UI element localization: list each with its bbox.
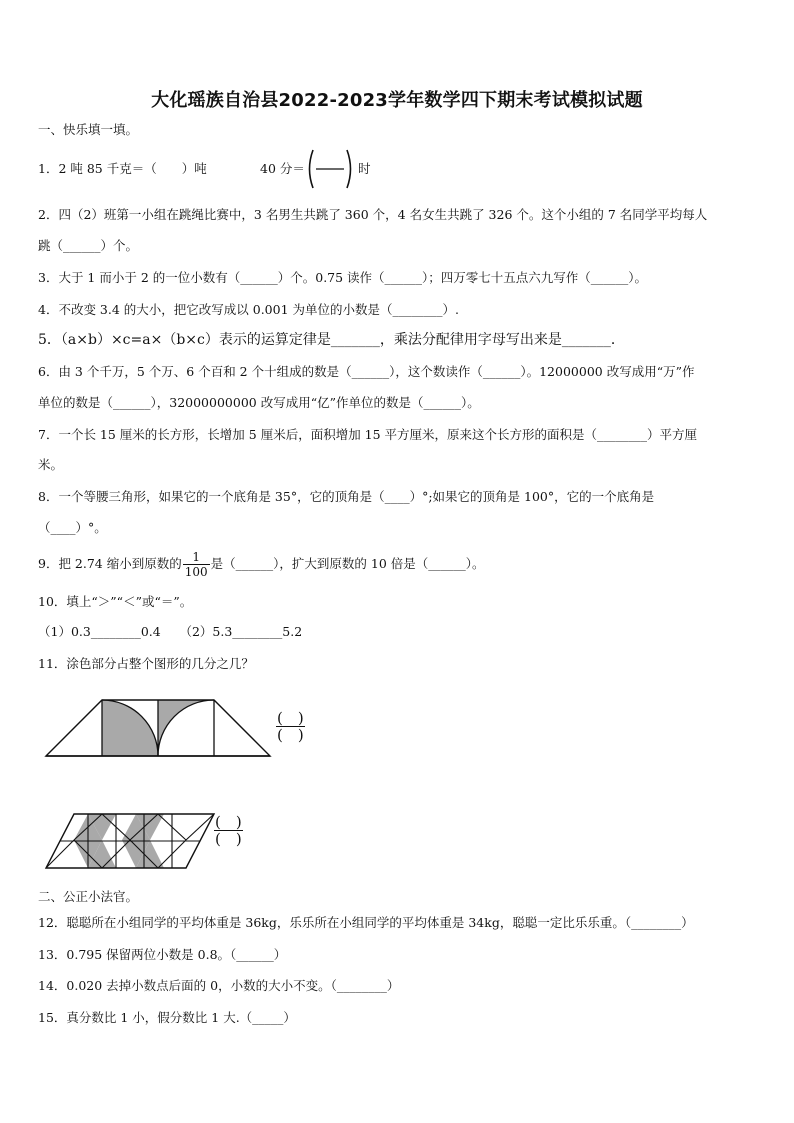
question-15: 15．真分数比 1 小，假分数比 1 大.（_____） xyxy=(38,1010,296,1025)
q9-fraction-denominator: 100 xyxy=(184,565,208,579)
q1-number: 1． xyxy=(38,161,59,176)
question-7-line-2: 米。 xyxy=(38,457,64,472)
question-11: 11．涂色部分占整个图形的几分之几？ xyxy=(38,656,254,671)
question-7-line-1: 7．一个长 15 厘米的长方形，长增加 5 厘米后，面积增加 15 平方厘米，原来这个长方形的面积是（________）平方厘 xyxy=(38,427,698,442)
q9-fraction-numerator: 1 xyxy=(183,550,210,565)
trapezoid-figure xyxy=(40,698,280,762)
fig2-answer-denominator: ( ) xyxy=(215,830,242,848)
question-10-line-1: 10．填上“＞”“＜”或“＝”。 xyxy=(38,594,193,609)
section-heading-1: 一、快乐填一填。 xyxy=(38,122,139,137)
question-8-line-1: 8．一个等腰三角形，如果它的一个底角是 35°，它的顶角是（____）°;如果它的顶角是 100°，它的一个底角是 xyxy=(38,489,655,504)
q9-prefix: 9．把 2.74 缩小到原数的 xyxy=(38,556,182,571)
question-6-line-1: 6．由 3 个千万，5 个万、6 个百和 2 个十组成的数是（______），这个数读作（______）。12000000 改写成用“万”作 xyxy=(38,364,695,379)
parallelogram-figure xyxy=(40,810,220,874)
question-13: 13．0.795 保留两位小数是 0.8。（______） xyxy=(38,947,287,962)
page-title: 大化瑶族自治县2022-2023学年数学四下期末考试模拟试题 xyxy=(151,90,643,111)
q1-part-a: 2 吨 85 千克＝（ ）吨 xyxy=(58,161,207,176)
question-6-line-2: 单位的数是（______），32000000000 改写成用“亿”作单位的数是（______）。 xyxy=(38,395,480,410)
q1-part-b-prefix: 40 分＝ xyxy=(260,161,305,176)
section-heading-2: 二、公正小法官。 xyxy=(38,889,139,904)
q1-part-b-suffix: 时 xyxy=(358,161,371,176)
fig1-answer-fraction[interactable] xyxy=(276,710,305,743)
fig1-answer-denominator: ( ) xyxy=(277,726,304,744)
q1-fraction-blank[interactable] xyxy=(305,148,355,190)
question-8-line-2: （____）°。 xyxy=(38,520,107,535)
question-9 xyxy=(38,548,760,580)
q9-suffix: 是（______），扩大到原数的 10 倍是（______）。 xyxy=(210,556,485,571)
fig2-answer-fraction[interactable] xyxy=(214,814,243,847)
question-2-line-2: 跳（______）个。 xyxy=(38,238,139,253)
question-3: 3．大于 1 而小于 2 的一位小数有（______）个。0.75 读作（______）；四万零七十五点六九写作（______）。 xyxy=(38,270,648,285)
question-5: 5．（a×b）×c=a×（b×c）表示的运算定律是_______，乘法分配律用字母写出来是_______． xyxy=(38,332,625,348)
question-4: 4．不改变 3.4 的大小，把它改写成以 0.001 为单位的小数是（________）. xyxy=(38,302,459,317)
question-14: 14．0.020 去掉小数点后面的 0，小数的大小不变。（________） xyxy=(38,978,400,993)
question-2-line-1: 2．四（2）班第一小组在跳绳比赛中，3 名男生共跳了 360 个，4 名女生共跳了 326 个。这个小组的 7 名同学平均每人 xyxy=(38,207,708,222)
fig1-answer-numerator: ( ) xyxy=(277,709,304,727)
fig2-answer-numerator: ( ) xyxy=(215,813,242,831)
q9-fraction xyxy=(183,550,210,579)
question-1 xyxy=(38,160,760,178)
question-12: 12．聪聪所在小组同学的平均体重是 36kg，乐乐所在小组同学的平均体重是 34kg，聪聪一定比乐乐重。（________） xyxy=(38,915,694,930)
question-10-line-2: （1）0.3________0.4 （2）5.3________5.2 xyxy=(38,624,303,639)
